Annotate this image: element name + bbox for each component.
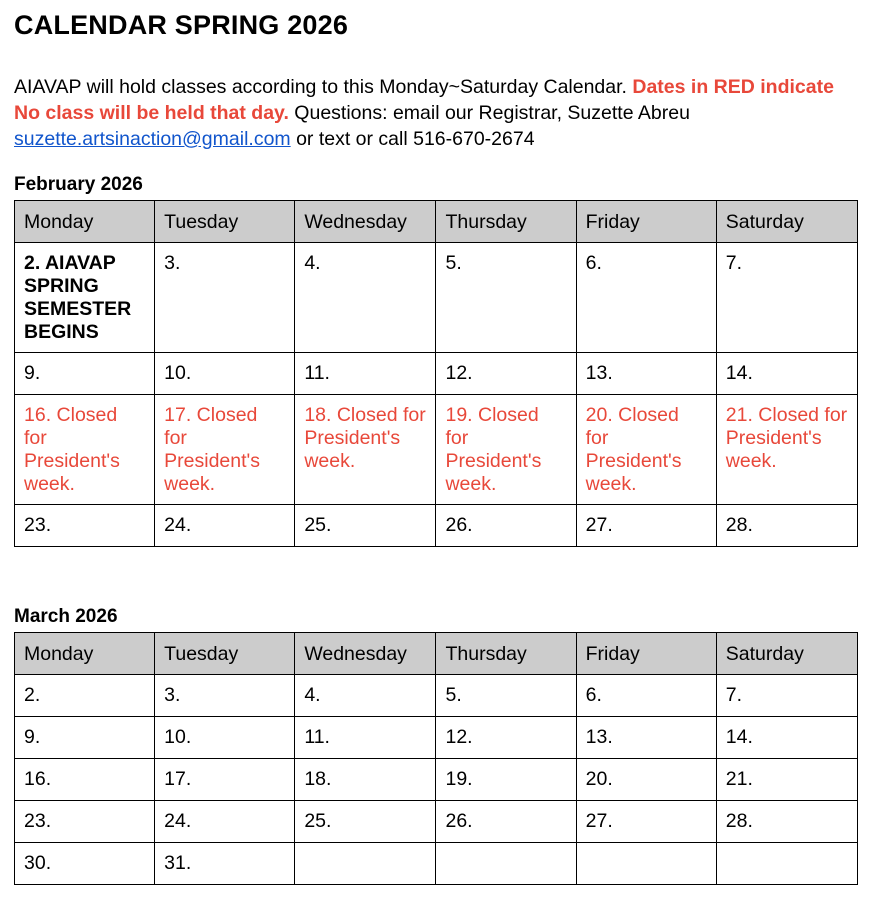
calendar-week-row — [15, 759, 858, 801]
weekday-header: Wednesday — [295, 201, 436, 243]
day-cell: 25. — [295, 801, 436, 843]
weekday-header: Thursday — [436, 633, 576, 675]
weekday-header: Monday — [15, 201, 155, 243]
weekday-header: Friday — [576, 201, 716, 243]
day-cell: 2. AIAVAP SPRING SEMESTER BEGINS — [15, 243, 155, 353]
intro-text-2: Questions: email our Registrar, Suzette Abreu — [288, 102, 690, 124]
red-dates-note: Dates in RED indicate No class will be held that day. — [14, 76, 834, 124]
calendar-week-row — [15, 717, 858, 759]
calendar-week-row — [15, 243, 858, 353]
intro-paragraph — [14, 74, 864, 152]
march-header-row — [15, 633, 858, 675]
day-cell: 26. — [436, 505, 576, 547]
february-label: February 2026 — [14, 174, 143, 195]
day-cell: 13. — [576, 353, 716, 395]
day-cell — [436, 843, 576, 885]
day-cell: 17. — [155, 759, 295, 801]
day-cell: 28. — [716, 801, 857, 843]
weekday-header: Wednesday — [295, 633, 436, 675]
day-cell: 11. — [295, 717, 436, 759]
day-cell: 9. — [15, 353, 155, 395]
day-cell: 20. — [576, 759, 716, 801]
weekday-header: Tuesday — [155, 633, 295, 675]
day-cell: 28. — [716, 505, 857, 547]
day-cell: 2. — [15, 675, 155, 717]
day-cell: 27. — [576, 505, 716, 547]
day-cell: 19. — [436, 759, 576, 801]
day-cell: 4. — [295, 243, 436, 353]
day-cell: 5. — [436, 675, 576, 717]
weekday-header: Saturday — [716, 633, 857, 675]
intro-text-3: or text or call 516-670-2674 — [290, 128, 535, 150]
calendar-week-row — [15, 801, 858, 843]
day-cell: 14. — [716, 717, 857, 759]
day-cell — [716, 843, 857, 885]
march-body — [15, 675, 858, 885]
weekday-header: Saturday — [716, 201, 857, 243]
registrar-email-link[interactable]: suzette.artsinaction@gmail.com — [14, 128, 291, 150]
page-title: CALENDAR SPRING 2026 — [14, 10, 349, 40]
weekday-header: Tuesday — [155, 201, 295, 243]
closed-day-cell: 20. Closed for President's week. — [576, 395, 716, 505]
weekday-header: Thursday — [436, 201, 576, 243]
closed-day-cell: 19. Closed for President's week. — [436, 395, 576, 505]
day-cell: 23. — [15, 801, 155, 843]
day-cell: 16. — [15, 759, 155, 801]
closed-day-cell: 16. Closed for President's week. — [15, 395, 155, 505]
february-body — [15, 243, 858, 547]
calendar-week-row — [15, 843, 858, 885]
day-cell: 10. — [155, 353, 295, 395]
day-cell: 11. — [295, 353, 436, 395]
day-cell: 25. — [295, 505, 436, 547]
day-cell: 6. — [576, 675, 716, 717]
day-cell: 7. — [716, 675, 857, 717]
calendar-week-row — [15, 675, 858, 717]
day-cell: 10. — [155, 717, 295, 759]
day-cell: 12. — [436, 353, 576, 395]
day-cell: 23. — [15, 505, 155, 547]
day-cell: 14. — [716, 353, 857, 395]
day-cell: 26. — [436, 801, 576, 843]
day-cell: 5. — [436, 243, 576, 353]
day-cell: 24. — [155, 505, 295, 547]
day-cell: 9. — [15, 717, 155, 759]
day-cell — [576, 843, 716, 885]
day-cell: 24. — [155, 801, 295, 843]
march-label: March 2026 — [14, 606, 118, 627]
day-cell: 13. — [576, 717, 716, 759]
calendar-week-row — [15, 353, 858, 395]
day-cell: 7. — [716, 243, 857, 353]
calendar-week-row — [15, 505, 858, 547]
weekday-header: Friday — [576, 633, 716, 675]
day-cell: 3. — [155, 675, 295, 717]
day-cell: 30. — [15, 843, 155, 885]
weekday-header: Monday — [15, 633, 155, 675]
closed-day-cell: 21. Closed for President's week. — [716, 395, 857, 505]
day-cell — [295, 843, 436, 885]
day-cell: 3. — [155, 243, 295, 353]
intro-text-1: AIAVAP will hold classes according to this Monday~Saturday Calendar. — [14, 76, 633, 98]
day-cell: 31. — [155, 843, 295, 885]
calendar-week-row — [15, 395, 858, 505]
march-calendar-table — [14, 632, 858, 885]
day-cell: 6. — [576, 243, 716, 353]
february-calendar-table — [14, 200, 858, 547]
day-cell: 18. — [295, 759, 436, 801]
day-cell: 12. — [436, 717, 576, 759]
closed-day-cell: 17. Closed for President's week. — [155, 395, 295, 505]
closed-day-cell: 18. Closed for President's week. — [295, 395, 436, 505]
february-header-row — [15, 201, 858, 243]
day-cell: 4. — [295, 675, 436, 717]
day-cell: 21. — [716, 759, 857, 801]
day-cell: 27. — [576, 801, 716, 843]
